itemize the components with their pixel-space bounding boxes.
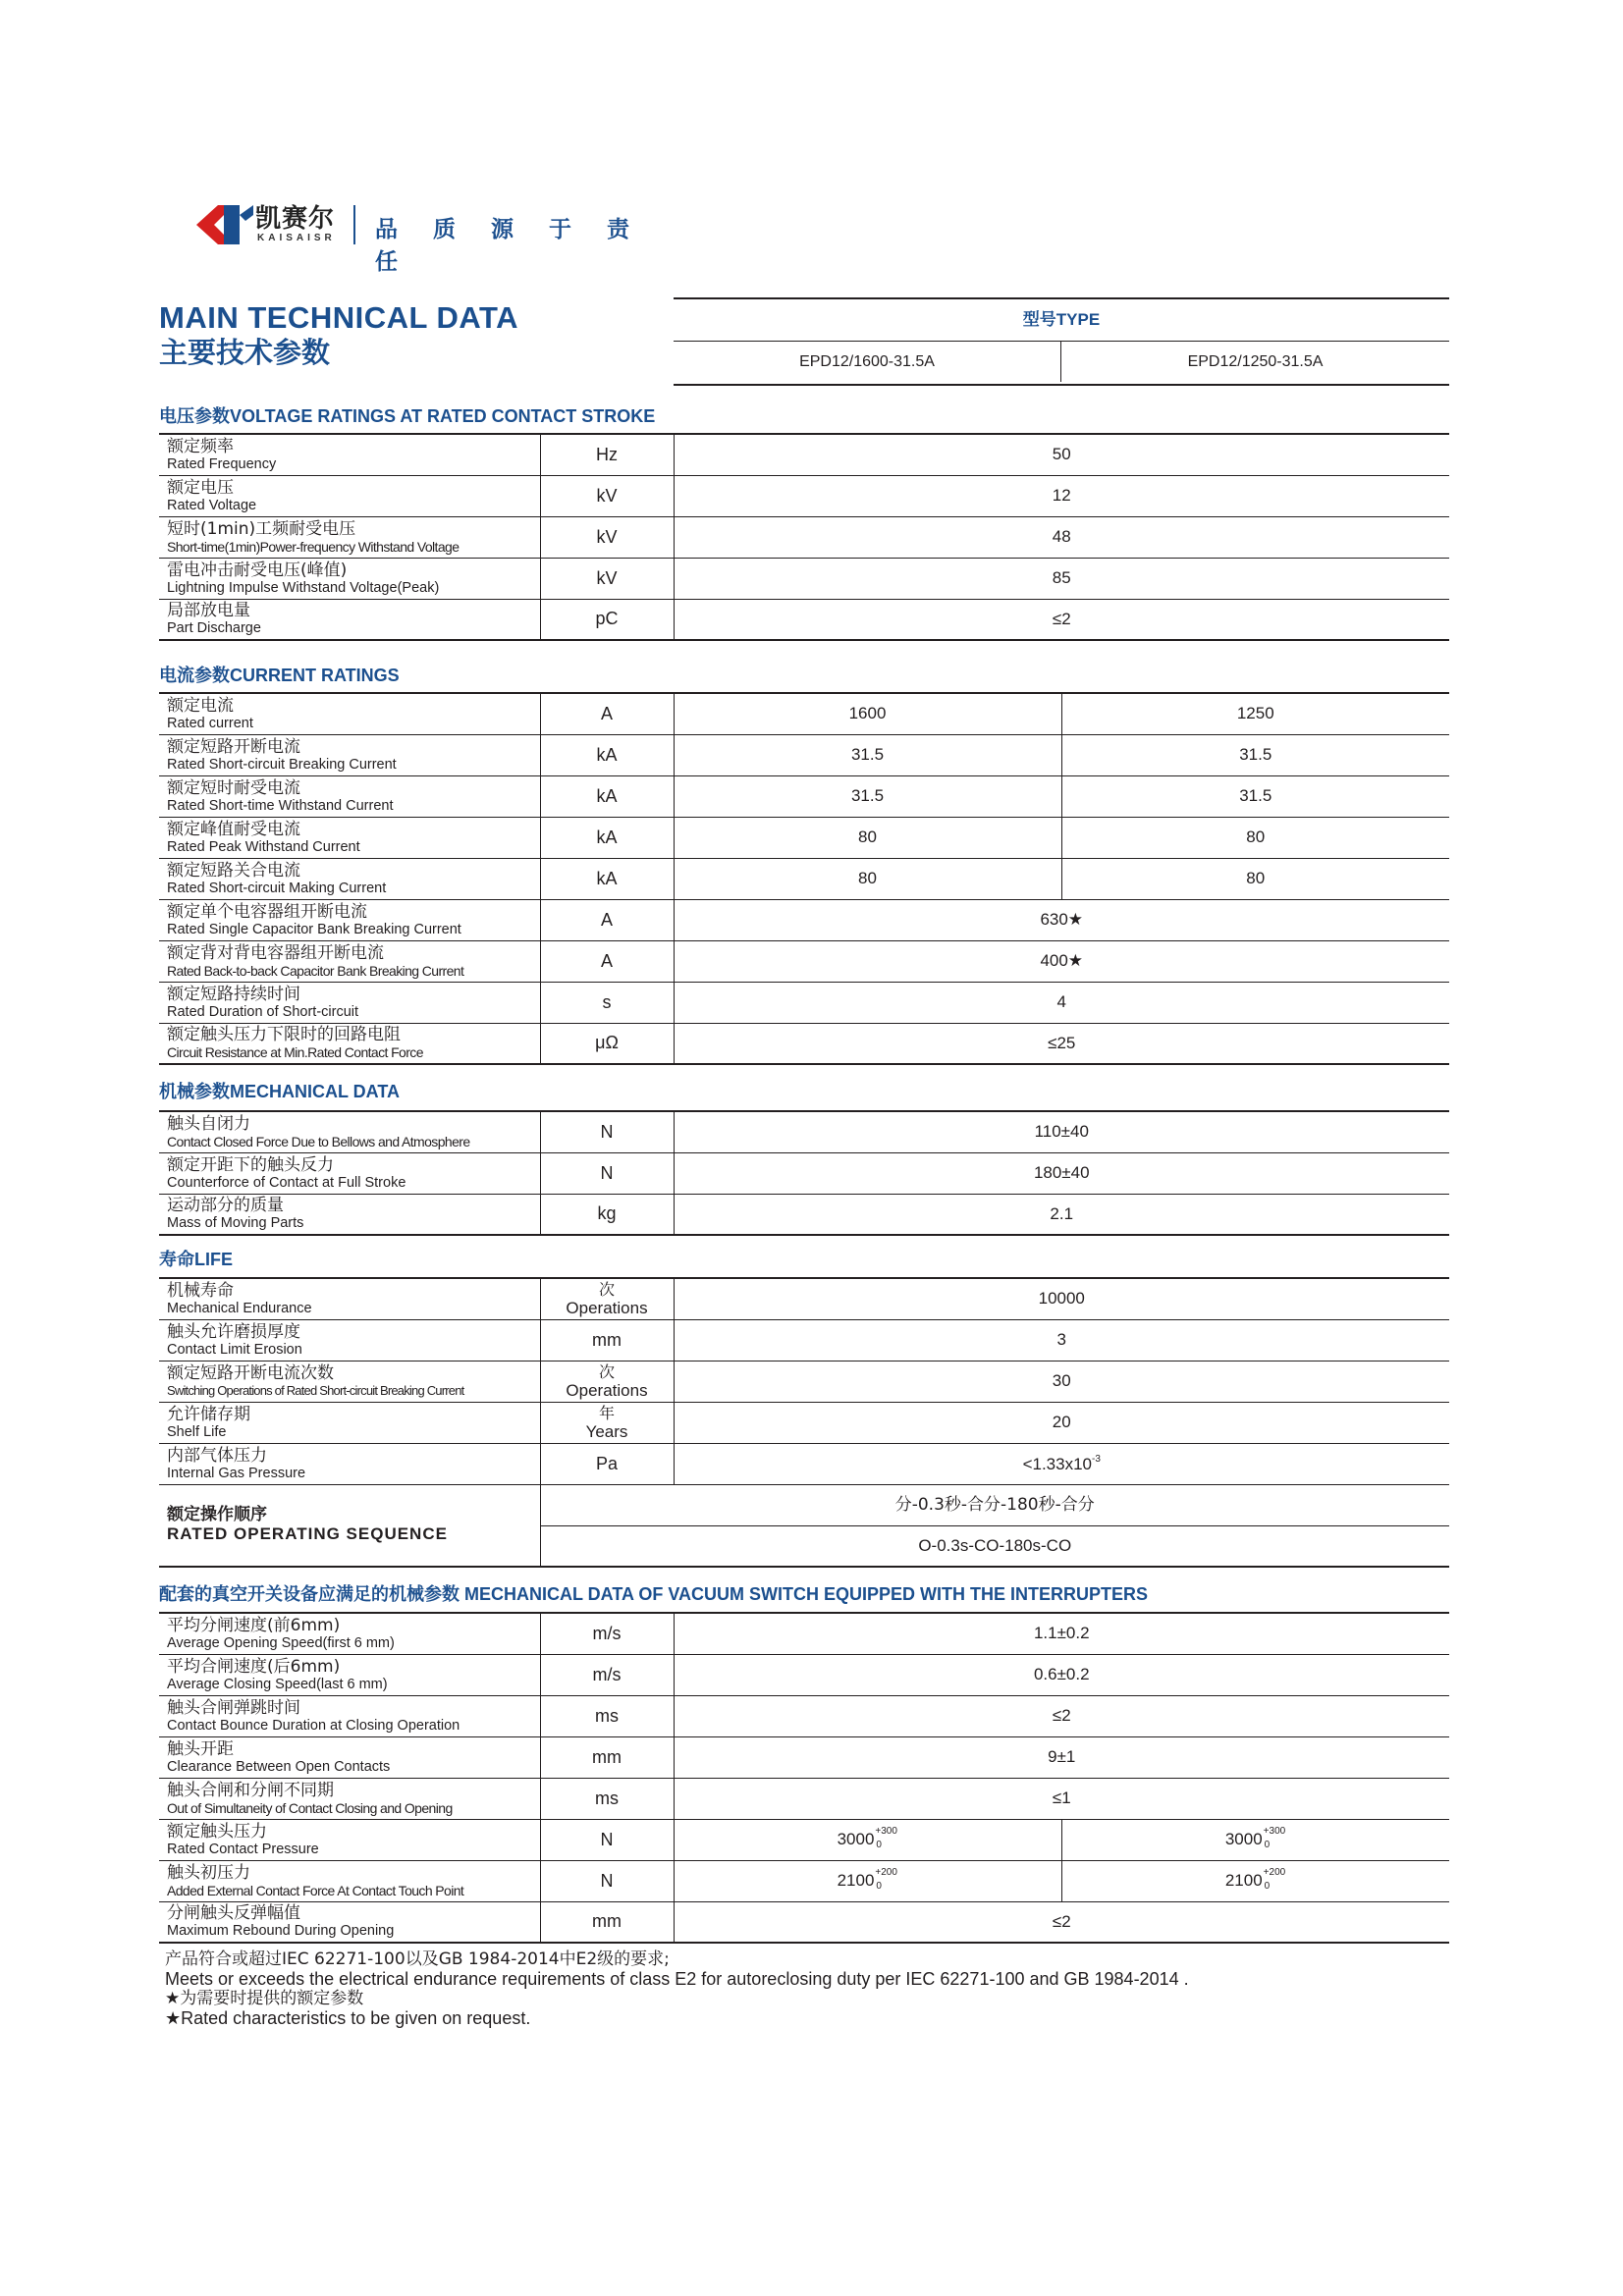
model-1250: EPD12/1250-31.5A — [1187, 353, 1324, 370]
param-en: Mechanical Endurance — [167, 1300, 312, 1316]
param-cn: 额定短时耐受电流 — [167, 777, 300, 798]
unit: m/s — [540, 1654, 674, 1695]
unit: N — [540, 1819, 674, 1860]
unit — [540, 1402, 674, 1443]
param-cn: 额定短路持续时间 — [167, 984, 300, 1004]
table-row — [159, 1613, 1449, 1654]
param-cn: 额定短路开断电流次数 — [167, 1362, 334, 1383]
table-row — [159, 1152, 1449, 1194]
life-table — [159, 1277, 1449, 1568]
value: 3 — [674, 1319, 1449, 1361]
param-en: Contact Bounce Duration at Closing Operation — [167, 1717, 460, 1734]
tolerance: +200 0 — [875, 1866, 897, 1892]
param-cn: 额定短路开断电流 — [167, 736, 300, 757]
section-title-mechanical: 机械参数MECHANICAL DATA — [159, 1082, 400, 1101]
value-1600: 1600 — [674, 693, 1061, 734]
param-en: Maximum Rebound During Opening — [167, 1923, 395, 1940]
param-cn: 运动部分的质量 — [167, 1196, 284, 1216]
tolerance: +300 0 — [1263, 1825, 1286, 1850]
value: 4 — [674, 982, 1449, 1023]
unit-en: Years — [585, 1421, 628, 1441]
unit-cn: 次 — [598, 1279, 615, 1299]
unit-cn: 次 — [598, 1362, 615, 1381]
value: ≤2 — [674, 1695, 1449, 1736]
unit: m/s — [540, 1613, 674, 1654]
param-cn: 额定短路关合电流 — [167, 860, 300, 881]
unit: N — [540, 1152, 674, 1194]
param-en: Mass of Moving Parts — [167, 1215, 304, 1232]
param-cn: 局部放电量 — [167, 601, 250, 621]
param-en: Rated Duration of Short-circuit — [167, 1003, 359, 1020]
param-cn: 允许储存期 — [167, 1404, 250, 1424]
param-cn: 额定电压 — [167, 477, 234, 498]
value-1600: 3000 +300 0 — [674, 1819, 1061, 1860]
model-1600: EPD12/1600-31.5A — [674, 342, 1061, 382]
value-1600: 31.5 — [674, 734, 1061, 775]
value: 30 — [674, 1361, 1449, 1402]
section-title-life: 寿命LIFE — [159, 1250, 233, 1269]
value-1250: 2100 +200 0 — [1061, 1860, 1449, 1901]
value: 0.6±0.2 — [674, 1654, 1449, 1695]
value-1250: 1250 — [1061, 693, 1449, 734]
value: 400★ — [674, 940, 1449, 982]
slogan: 品 质 源 于 责 任 — [375, 217, 644, 275]
page-title-en: MAIN TECHNICAL DATA — [159, 300, 518, 335]
value: 180±40 — [674, 1152, 1449, 1194]
table-row — [159, 1194, 1449, 1235]
sequence-label-cn: 额定操作顺序 — [167, 1505, 267, 1525]
param-cn: 额定电流 — [167, 695, 234, 716]
table-row — [159, 475, 1449, 516]
value: ≤2 — [674, 599, 1449, 640]
unit: Hz — [540, 434, 674, 475]
table-row — [159, 1695, 1449, 1736]
value: 85 — [674, 558, 1449, 599]
switch-table — [159, 1612, 1449, 1944]
param-en: Average Closing Speed(last 6 mm) — [167, 1676, 388, 1692]
table-row — [159, 434, 1449, 475]
param-cn: 雷电冲击耐受电压(峰值) — [167, 560, 348, 580]
value-1600: 80 — [674, 858, 1061, 899]
table-row — [159, 516, 1449, 558]
section-title-voltage: 电压参数VOLTAGE RATINGS AT RATED CONTACT STROKE — [159, 406, 656, 426]
value — [674, 1443, 1449, 1484]
unit: ms — [540, 1778, 674, 1819]
param-en: Switching Operations of Rated Short-circuit Breaking Current — [167, 1382, 464, 1398]
table-row — [159, 693, 1449, 734]
table-row — [159, 1023, 1449, 1064]
table-row — [159, 1778, 1449, 1819]
param-cn: 额定频率 — [167, 436, 234, 456]
param-en: Added External Contact Force At Contact Touch Point — [167, 1882, 464, 1898]
unit: s — [540, 982, 674, 1023]
value-1600: 31.5 — [674, 775, 1061, 817]
param-en: Clearance Between Open Contacts — [167, 1758, 391, 1775]
param-cn: 机械寿命 — [167, 1280, 234, 1301]
unit: pC — [540, 599, 674, 640]
value: 20 — [674, 1402, 1449, 1443]
table-row — [159, 1402, 1449, 1443]
table-row — [159, 982, 1449, 1023]
value: 9±1 — [674, 1736, 1449, 1778]
kaisaier-k-logo-icon — [194, 201, 255, 248]
value-1250: 80 — [1061, 817, 1449, 858]
unit: kA — [540, 858, 674, 899]
param-en: Rated Short-circuit Making Current — [167, 880, 387, 896]
table-row — [159, 940, 1449, 982]
gas-pressure-base: <1.33x10 — [1022, 1454, 1093, 1473]
value-1250: 3000 +300 0 — [1061, 1819, 1449, 1860]
page-title — [159, 300, 518, 369]
param-en: Rated Short-circuit Breaking Current — [167, 756, 397, 773]
table-row — [159, 1111, 1449, 1152]
value: 12 — [674, 475, 1449, 516]
param-en: Rated Voltage — [167, 497, 257, 513]
unit-en: Operations — [566, 1380, 648, 1400]
param-en: Contact Closed Force Due to Bellows and Atmosphere — [167, 1133, 470, 1149]
unit — [540, 1278, 674, 1319]
tolerance: +300 0 — [875, 1825, 897, 1850]
value-1250: 31.5 — [1061, 734, 1449, 775]
tolerance: +200 0 — [1263, 1866, 1286, 1892]
gas-pressure-exponent: -3 — [1092, 1453, 1101, 1465]
unit: kA — [540, 734, 674, 775]
table-row — [159, 817, 1449, 858]
note-cn-2: ★为需要时提供的额定参数 — [165, 1989, 364, 2008]
voltage-table — [159, 433, 1449, 641]
unit-en: Operations — [566, 1298, 648, 1317]
section-title-switch: 配套的真空开关设备应满足的机械参数 MECHANICAL DATA OF VACUUM SWITCH EQUIPPED WITH THE INTERRUPTERS — [159, 1584, 1148, 1604]
param-cn: 额定触头压力下限时的回路电阻 — [167, 1025, 401, 1045]
unit: kV — [540, 516, 674, 558]
param-en: Out of Simultaneity of Contact Closing and Opening — [167, 1799, 453, 1816]
param-en: Rated Short-time Withstand Current — [167, 797, 394, 814]
table-row — [159, 558, 1449, 599]
unit: N — [540, 1111, 674, 1152]
table-row — [159, 734, 1449, 775]
note-en-1: Meets or exceeds the electrical endurance requirements of class E2 for autoreclosing duty per IEC 62271-100 and GB 1984-2014 . — [165, 1969, 1189, 1989]
param-cn: 内部气体压力 — [167, 1445, 267, 1466]
type-header — [674, 297, 1449, 386]
unit: kA — [540, 817, 674, 858]
param-cn: 触头合闸弹跳时间 — [167, 1697, 300, 1718]
param-en: Counterforce of Contact at Full Stroke — [167, 1174, 406, 1191]
table-row — [159, 1484, 1449, 1525]
value-1250: 31.5 — [1061, 775, 1449, 817]
param-cn: 额定峰值耐受电流 — [167, 819, 300, 839]
note-en-2: ★Rated characteristics to be given on request. — [165, 2008, 531, 2028]
sequence-value-cn: 分-0.3秒-合分-180秒-合分 — [540, 1484, 1449, 1525]
table-row — [159, 1736, 1449, 1778]
param-en: Rated Single Capacitor Bank Breaking Current — [167, 921, 461, 937]
current-table — [159, 692, 1449, 1065]
table-row — [159, 1860, 1449, 1901]
param-en: Rated current — [167, 715, 253, 731]
table-row — [159, 1278, 1449, 1319]
param-cn: 分闸触头反弹幅值 — [167, 1903, 300, 1924]
param-cn: 额定背对背电容器组开断电流 — [167, 942, 384, 963]
value-1600: 80 — [674, 817, 1061, 858]
table-row — [159, 775, 1449, 817]
sequence-value-en: O-0.3s-CO-180s-CO — [540, 1525, 1449, 1567]
table-row — [159, 858, 1449, 899]
param-en: Short-time(1min)Power-frequency Withstand Voltage — [167, 538, 460, 555]
unit: mm — [540, 1736, 674, 1778]
value-1250: 80 — [1061, 858, 1449, 899]
logo-divider — [353, 205, 355, 244]
unit: mm — [540, 1901, 674, 1943]
param-cn: 触头初压力 — [167, 1862, 250, 1883]
value-1600: 2100 +200 0 — [674, 1860, 1061, 1901]
mechanical-table — [159, 1110, 1449, 1236]
unit: A — [540, 899, 674, 940]
unit: μΩ — [540, 1023, 674, 1064]
value: 48 — [674, 516, 1449, 558]
table-row — [159, 599, 1449, 640]
param-cn: 平均合闸速度(后6mm) — [167, 1656, 341, 1677]
param-cn: 额定单个电容器组开断电流 — [167, 901, 367, 922]
value: ≤1 — [674, 1778, 1449, 1819]
param-en: Part Discharge — [167, 620, 261, 637]
logo-english-name: KAISAISR — [257, 233, 336, 243]
param-en: Average Opening Speed(first 6 mm) — [167, 1634, 395, 1651]
param-en: Rated Frequency — [167, 455, 277, 472]
value: ≤25 — [674, 1023, 1449, 1064]
param-cn: 触头允许磨损厚度 — [167, 1321, 300, 1342]
value: 110±40 — [674, 1111, 1449, 1152]
param-cn: 触头合闸和分闸不同期 — [167, 1780, 334, 1800]
unit: Pa — [540, 1443, 674, 1484]
page-title-cn: 主要技术参数 — [159, 336, 331, 369]
param-en: Contact Limit Erosion — [167, 1341, 302, 1358]
unit: kV — [540, 558, 674, 599]
brand-logo — [194, 201, 666, 275]
table-row — [159, 1361, 1449, 1402]
param-en: Rated Contact Pressure — [167, 1841, 319, 1857]
value: 630★ — [674, 899, 1449, 940]
unit: A — [540, 940, 674, 982]
param-en: Lightning Impulse Withstand Voltage(Peak) — [167, 579, 440, 596]
unit — [540, 1361, 674, 1402]
param-cn: 短时(1min)工频耐受电压 — [167, 518, 356, 539]
value: ≤2 — [674, 1901, 1449, 1943]
note-cn-1: 产品符合或超过IEC 62271-100以及GB 1984-2014中E2级的要求; — [165, 1949, 670, 1969]
unit-cn: 年 — [598, 1403, 615, 1422]
table-row — [159, 1654, 1449, 1695]
param-en: Shelf Life — [167, 1423, 227, 1440]
table-row — [159, 1319, 1449, 1361]
value: 50 — [674, 434, 1449, 475]
value: 1.1±0.2 — [674, 1613, 1449, 1654]
unit: N — [540, 1860, 674, 1901]
value: 10000 — [674, 1278, 1449, 1319]
type-label: 型号TYPE — [674, 299, 1449, 342]
param-cn: 额定触头压力 — [167, 1821, 267, 1842]
table-row — [159, 899, 1449, 940]
param-en: Rated Back-to-back Capacitor Bank Breaking Current — [167, 962, 464, 979]
unit: kg — [540, 1194, 674, 1235]
param-cn: 平均分闸速度(前6mm) — [167, 1615, 341, 1635]
param-cn: 触头自闭力 — [167, 1113, 250, 1134]
value: 2.1 — [674, 1194, 1449, 1235]
param-cn: 额定开距下的触头反力 — [167, 1154, 334, 1175]
sequence-label-en: RATED OPERATING SEQUENCE — [167, 1524, 448, 1544]
unit: mm — [540, 1319, 674, 1361]
unit: kA — [540, 775, 674, 817]
table-row — [159, 1901, 1449, 1943]
param-en: Internal Gas Pressure — [167, 1465, 306, 1481]
param-en: Rated Peak Withstand Current — [167, 838, 360, 855]
logo-chinese-name: 凯赛尔 — [255, 203, 336, 233]
unit: kV — [540, 475, 674, 516]
section-title-current: 电流参数CURRENT RATINGS — [159, 666, 400, 685]
table-row — [159, 1443, 1449, 1484]
param-cn: 触头开距 — [167, 1738, 234, 1759]
table-row — [159, 1819, 1449, 1860]
unit: ms — [540, 1695, 674, 1736]
param-en: Circuit Resistance at Min.Rated Contact Force — [167, 1044, 423, 1061]
unit: A — [540, 693, 674, 734]
footnotes — [165, 1949, 1441, 2028]
